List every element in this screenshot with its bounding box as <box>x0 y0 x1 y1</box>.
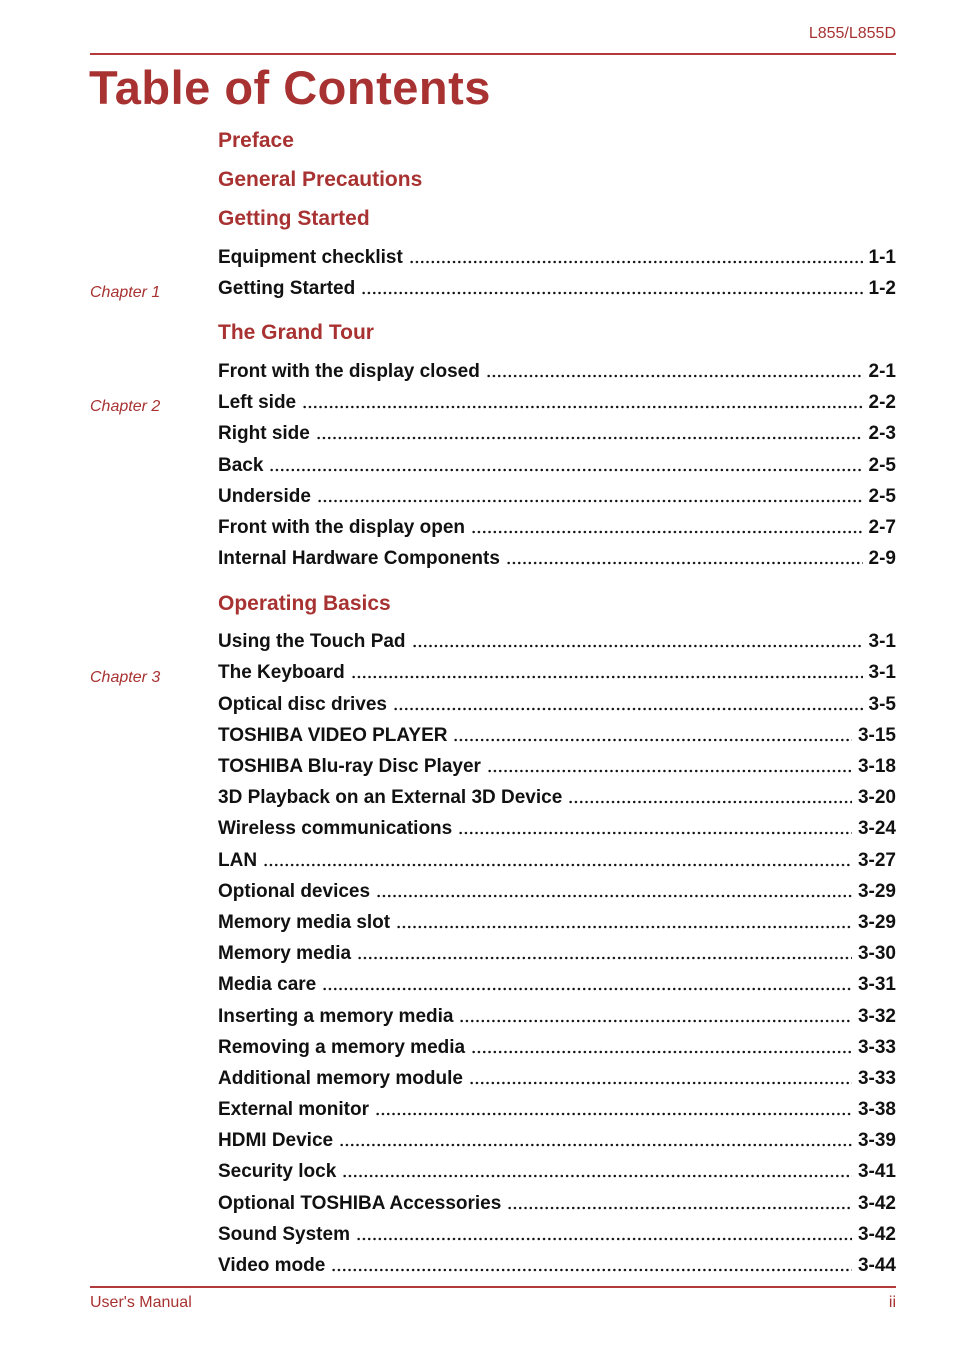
toc-entry-title: Getting Started <box>218 277 356 299</box>
dot-leader <box>409 260 863 264</box>
toc-entry-page: 3-1 <box>868 662 896 684</box>
chapter-heading[interactable]: The Grand Tour <box>218 321 374 345</box>
dot-leader <box>339 1143 852 1147</box>
dot-leader <box>331 1268 852 1272</box>
toc-entry-title: Video mode <box>218 1255 326 1277</box>
toc-entry-title: Right side <box>218 423 310 445</box>
dot-leader <box>342 1174 852 1178</box>
toc-entry[interactable] <box>218 1219 896 1250</box>
dot-leader <box>486 374 863 378</box>
dot-leader <box>487 769 852 773</box>
toc-entry-page: 3-44 <box>857 1255 896 1277</box>
toc-entry-title: LAN <box>218 849 258 871</box>
toc-entry[interactable] <box>218 658 896 689</box>
dot-leader <box>568 800 852 804</box>
toc-entry[interactable] <box>218 1001 896 1032</box>
dot-leader <box>506 561 863 565</box>
toc-entry-page: 3-31 <box>857 974 896 996</box>
dot-leader <box>351 675 863 679</box>
toc-entry-title: Wireless communications <box>218 818 453 840</box>
toc-entry-title: Media care <box>218 974 317 996</box>
chapter-section <box>0 317 954 574</box>
section-gap <box>0 304 954 317</box>
dot-leader <box>469 1081 852 1085</box>
toc-entry-page: 3-1 <box>868 631 896 653</box>
toc-entry[interactable] <box>218 481 896 512</box>
toc-entry-page: 3-42 <box>857 1192 896 1214</box>
toc-entry-page: 3-29 <box>857 911 896 933</box>
toc-entry-title: Internal Hardware Components <box>218 548 500 570</box>
toc-entry-title: External monitor <box>218 1099 369 1121</box>
toc-entry-page: 3-30 <box>857 943 896 965</box>
footer-page-number: ii <box>888 1294 896 1311</box>
toc-entry-title: Optional TOSHIBA Accessories <box>218 1192 502 1214</box>
dot-leader <box>507 1206 852 1210</box>
toc-entry-page: 2-2 <box>868 392 896 414</box>
toc-entry-title: Front with the display open <box>218 516 465 538</box>
toc-entry-page: 3-39 <box>857 1130 896 1152</box>
dot-leader <box>459 1019 852 1023</box>
toc-entry-page: 3-5 <box>868 693 896 715</box>
section-gap <box>0 575 954 588</box>
toc-entry-title: Optical disc drives <box>218 693 387 715</box>
chapter-label: Chapter 1 <box>90 284 161 301</box>
toc-entry[interactable] <box>218 273 896 304</box>
dot-leader <box>316 436 863 440</box>
toc-entry[interactable] <box>218 720 896 751</box>
dot-leader <box>412 644 863 648</box>
toc-entry[interactable] <box>218 1063 896 1094</box>
dot-leader <box>396 925 852 929</box>
page-title: Table of Contents <box>89 61 491 114</box>
toc-entry[interactable] <box>218 356 896 387</box>
toc-entry[interactable] <box>218 419 896 450</box>
toc-entry-page: 3-20 <box>857 787 896 809</box>
dot-leader <box>361 291 862 295</box>
toc-entry-title: Memory media slot <box>218 911 391 933</box>
chapter-heading[interactable]: Operating Basics <box>218 591 391 615</box>
header-rule <box>90 53 896 55</box>
toc-entry[interactable] <box>218 1095 896 1126</box>
toc-entry[interactable] <box>218 544 896 575</box>
toc-entry-page: 3-38 <box>857 1099 896 1121</box>
dot-leader <box>357 956 852 960</box>
toc-entry-page: 3-33 <box>857 1036 896 1058</box>
chapter-label: Chapter 2 <box>90 398 161 416</box>
toc-entry[interactable] <box>218 388 896 419</box>
chapter-section <box>0 203 954 304</box>
toc-entry-page: 2-3 <box>868 423 896 445</box>
toc-entry-title: 3D Playback on an External 3D Device <box>218 787 563 809</box>
toc-entry-title: Front with the display closed <box>218 360 480 382</box>
footer-rule <box>90 1286 896 1288</box>
dot-leader <box>471 530 863 534</box>
toc-entry[interactable] <box>218 1250 896 1281</box>
toc-entry-page: 3-42 <box>857 1223 896 1245</box>
toc-entry-title: Back <box>218 454 264 476</box>
toc-entry-title: HDMI Device <box>218 1130 334 1152</box>
dot-leader <box>458 831 852 835</box>
toc-entry-page: 3-24 <box>857 818 896 840</box>
toc-entry[interactable] <box>218 876 896 907</box>
toc-entry-page: 3-15 <box>857 724 896 746</box>
dot-leader <box>269 468 862 472</box>
toc-entry-title: Security lock <box>218 1161 337 1183</box>
toc-entry[interactable] <box>218 1032 896 1063</box>
dot-leader <box>471 1050 852 1054</box>
toc-entry[interactable] <box>218 783 896 814</box>
toc-entry-page: 3-41 <box>857 1161 896 1183</box>
toc-entry[interactable] <box>218 814 896 845</box>
dot-leader <box>376 894 852 898</box>
model-label: L855/L855D <box>808 25 896 42</box>
dot-leader <box>375 1112 852 1116</box>
toc-entry[interactable] <box>218 1157 896 1188</box>
toc-entry-title: Memory media <box>218 943 352 965</box>
table-of-contents <box>0 125 954 1282</box>
toc-entry-page: 3-27 <box>857 849 896 871</box>
toc-entry[interactable] <box>218 845 896 876</box>
toc-entry-title: Equipment checklist <box>218 246 403 268</box>
toc-entry-title: TOSHIBA Blu-ray Disc Player <box>218 756 481 778</box>
dot-leader <box>263 863 852 867</box>
toc-entry-page: 1-1 <box>868 246 896 268</box>
toc-entry[interactable] <box>218 1126 896 1157</box>
toc-entry[interactable] <box>218 627 896 658</box>
toc-entry[interactable] <box>218 689 896 720</box>
dot-leader <box>317 499 863 503</box>
toc-entry[interactable] <box>218 512 896 543</box>
toc-entry-page: 3-33 <box>857 1067 896 1089</box>
toc-entry[interactable] <box>218 751 896 782</box>
toc-entry-page: 3-29 <box>857 880 896 902</box>
toc-entry[interactable] <box>218 450 896 481</box>
chapter-heading[interactable]: Getting Started <box>218 207 370 230</box>
toc-entry[interactable] <box>218 242 896 273</box>
toc-entry-page: 3-18 <box>857 756 896 778</box>
toc-heading-preface[interactable]: Preface <box>218 129 294 152</box>
toc-entry-page: 1-2 <box>868 277 896 299</box>
toc-entry-title: Additional memory module <box>218 1067 463 1089</box>
toc-entry-page: 2-1 <box>868 360 896 382</box>
toc-entry[interactable] <box>218 939 896 970</box>
toc-entry-title: Underside <box>218 485 311 507</box>
toc-entry-title: Left side <box>218 392 297 414</box>
toc-entry-page: 3-32 <box>857 1005 896 1027</box>
toc-entry-page: 2-5 <box>868 485 896 507</box>
dot-leader <box>302 405 862 409</box>
footer-manual-label: User's Manual <box>90 1294 192 1311</box>
toc-entry-title: Removing a memory media <box>218 1036 466 1058</box>
toc-entry-title: Inserting a memory media <box>218 1005 454 1027</box>
toc-entry-title: Using the Touch Pad <box>218 631 406 653</box>
toc-entry-title: Sound System <box>218 1223 350 1245</box>
toc-entry-page: 2-9 <box>868 548 896 570</box>
toc-entry-page: 2-7 <box>868 516 896 538</box>
toc-entry[interactable] <box>218 970 896 1001</box>
toc-entry-title: Optional devices <box>218 880 371 902</box>
dot-leader <box>322 987 852 991</box>
toc-entry-page: 2-5 <box>868 454 896 476</box>
toc-entry-title: The Keyboard <box>218 662 345 684</box>
chapter-section <box>0 588 954 1282</box>
dot-leader <box>356 1237 852 1241</box>
toc-entry[interactable] <box>218 1188 896 1219</box>
chapter-label: Chapter 3 <box>90 668 161 686</box>
toc-heading-general-precautions[interactable]: General Precautions <box>218 168 423 191</box>
toc-entry[interactable] <box>218 907 896 938</box>
dot-leader <box>393 707 863 711</box>
dot-leader <box>453 738 852 742</box>
toc-entry-title: TOSHIBA VIDEO PLAYER <box>218 724 448 746</box>
